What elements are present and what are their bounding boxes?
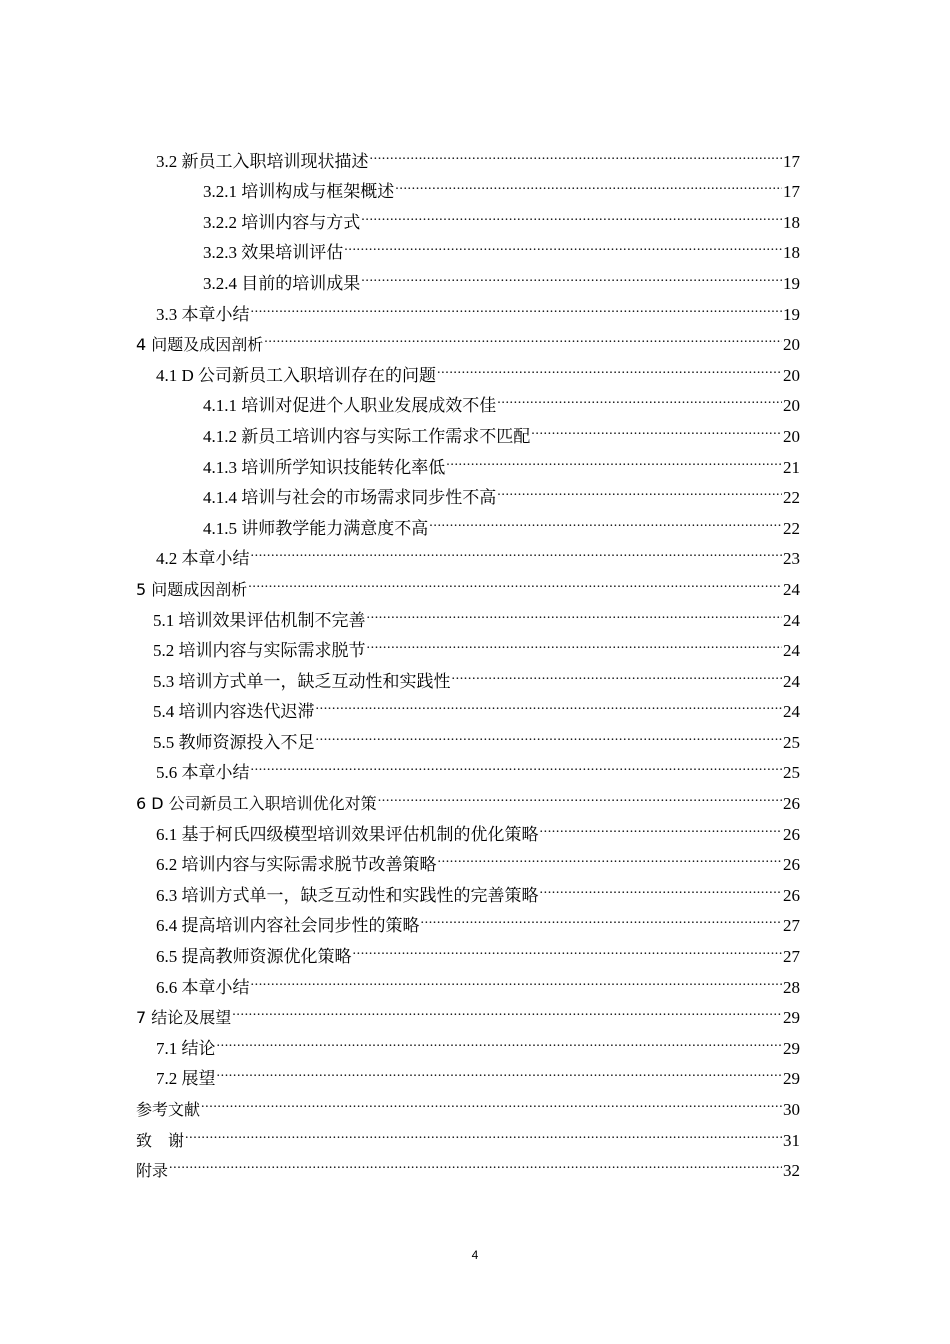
toc-entry-page: 22 [783,488,800,508]
toc-leader-dots [217,1054,783,1085]
toc-entry[interactable] [136,136,800,171]
toc-entry-title: 5.3 培训方式单一，缺乏互动性和实践性 [153,671,451,691]
toc-entry-title: 7.1 结论 [156,1038,216,1058]
toc-leader-dots [316,687,783,718]
toc-entry-title: 3.2.3 效果培训评估 [203,243,344,263]
toc-entry-title: 4.1 D 公司新员工入职培训存在的问题 [156,365,437,385]
toc-entry-title: 致 谢 [136,1130,185,1150]
toc-entry-title: 6.6 本章小结 [156,977,250,997]
toc-leader-dots [497,381,782,412]
toc-leader-dots [497,473,782,504]
toc-leader-dots [531,411,782,442]
toc-leader-dots [540,870,783,901]
toc-entry-title: 3.3 本章小结 [156,304,250,324]
toc-entry-title: 4.2 本章小结 [156,549,250,569]
toc-leader-dots [370,136,783,167]
toc-entry-page: 24 [783,579,800,599]
toc-entry-page: 29 [783,1038,800,1058]
toc-entry-page: 30 [783,1100,800,1119]
toc-leader-dots [169,1146,782,1177]
toc-entry-title: 6.1 基于柯氏四级模型培训效果评估机制的优化策略 [156,824,539,844]
toc-entry-page: 20 [783,365,800,385]
toc-entry-page: 25 [783,763,800,783]
toc-entry-title: 6.4 提高培训内容社会同步性的策略 [156,916,420,936]
toc-leader-dots [232,993,782,1024]
toc-entry-title: 6.2 培训内容与实际需求脱节改善策略 [156,855,437,875]
toc-leader-dots [395,167,782,198]
toc-entry-title: 6.3 培训方式单一，缺乏互动性和实践性的完善策略 [156,885,539,905]
toc-entry-page: 27 [783,916,800,936]
toc-entry-title: 3.2.2 培训内容与方式 [203,212,361,232]
toc-leader-dots [429,503,782,534]
toc-entry[interactable] [136,1084,800,1119]
toc-entry-title: 4.1.4 培训与社会的市场需求同步性不高 [203,488,497,508]
toc-entry-page: 22 [783,518,800,538]
toc-entry-title: 3.2.4 目前的培训成果 [203,273,361,293]
toc-leader-dots [248,564,782,595]
toc-entry-page: 26 [783,794,800,814]
toc-entry-page: 21 [783,457,800,477]
toc-entry[interactable] [136,1023,800,1058]
toc-leader-dots [251,534,783,565]
toc-entry-page: 25 [783,732,800,752]
toc-leader-dots [217,1023,783,1054]
toc-entry-title: 4.1.1 培训对促进个人职业发展成效不佳 [203,396,497,416]
toc-entry-title: 6 D 公司新员工入职培训优化对策 [136,794,377,814]
toc-entry-page: 31 [783,1130,800,1150]
toc-entry-page: 26 [783,855,800,875]
toc-leader-dots [367,626,783,657]
toc-entry-title: 4.1.5 讲师教学能力满意度不高 [203,518,429,538]
toc-leader-dots [437,350,782,381]
toc-entry-title: 7.2 展望 [156,1069,216,1089]
page-number: 4 [471,1248,479,1262]
toc-entry-page: 28 [783,977,800,997]
toc-leader-dots [378,778,782,809]
toc-leader-dots [452,656,783,687]
toc-leader-dots [361,258,782,289]
toc-leader-dots [446,442,782,473]
toc-entry[interactable] [136,993,800,1028]
toc-entry-title: 参考文献 [136,1100,201,1119]
toc-entry-page: 26 [783,824,800,844]
toc-entry-page: 17 [783,151,800,171]
toc-entry-page: 26 [783,885,800,905]
toc-entry-page: 24 [783,702,800,722]
toc-entry-title: 7 结论及展望 [136,1008,232,1028]
toc-leader-dots [540,809,783,840]
toc-entry-title: 5.6 本章小结 [156,763,250,783]
toc-leader-dots [367,595,783,626]
toc-entry-title: 3.2.1 培训构成与框架概述 [203,182,395,202]
toc-entry-page: 20 [783,396,800,416]
toc-leader-dots [361,197,782,228]
toc-entry-title: 6.5 提高教师资源优化策略 [156,947,352,967]
toc-entry-title: 4.1.2 新员工培训内容与实际工作需求不匹配 [203,426,531,446]
toc-entry-page: 29 [783,1008,800,1028]
toc-leader-dots [201,1084,782,1115]
toc-entry-page: 24 [783,610,800,630]
toc-leader-dots [251,289,783,320]
toc-entry-page: 24 [783,641,800,661]
toc-leader-dots [421,901,783,932]
toc-entry[interactable] [136,1115,800,1150]
toc-entry-title: 4 问题及成因剖析 [136,335,264,355]
toc-entry-page: 32 [783,1161,800,1181]
toc-entry-title: 5.1 培训效果评估机制不完善 [153,610,366,630]
toc-entry-title: 4.1.3 培训所学知识技能转化率低 [203,457,446,477]
toc-leader-dots [316,717,783,748]
toc-entry-title: 5.5 教师资源投入不足 [153,732,315,752]
toc-entry-page: 18 [783,243,800,263]
toc-leader-dots [251,748,783,779]
toc-entry-page: 23 [783,549,800,569]
toc-entry-page: 19 [783,304,800,324]
table-of-contents [136,136,800,1181]
toc-entry-title: 5 问题成因剖析 [136,579,248,599]
toc-leader-dots [353,931,783,962]
toc-entry[interactable] [136,1054,800,1089]
toc-leader-dots [251,962,783,993]
toc-leader-dots [438,840,783,871]
toc-entry-page: 27 [783,947,800,967]
toc-entry-page: 29 [783,1069,800,1089]
toc-entry-title: 5.2 培训内容与实际需求脱节 [153,641,366,661]
toc-entry-page: 18 [783,212,800,232]
toc-entry-page: 24 [783,671,800,691]
toc-leader-dots [185,1115,782,1146]
toc-entry-title: 3.2 新员工入职培训现状描述 [156,151,369,171]
toc-entry-page: 17 [783,182,800,202]
toc-leader-dots [344,228,782,259]
toc-entry-page: 20 [783,426,800,446]
toc-entry-title: 5.4 培训内容迭代迟滞 [153,702,315,722]
toc-entry-page: 19 [783,273,800,293]
toc-entry-page: 20 [783,335,800,355]
toc-leader-dots [264,320,782,351]
toc-entry[interactable] [136,1146,800,1181]
toc-entry-title: 附录 [136,1161,169,1181]
